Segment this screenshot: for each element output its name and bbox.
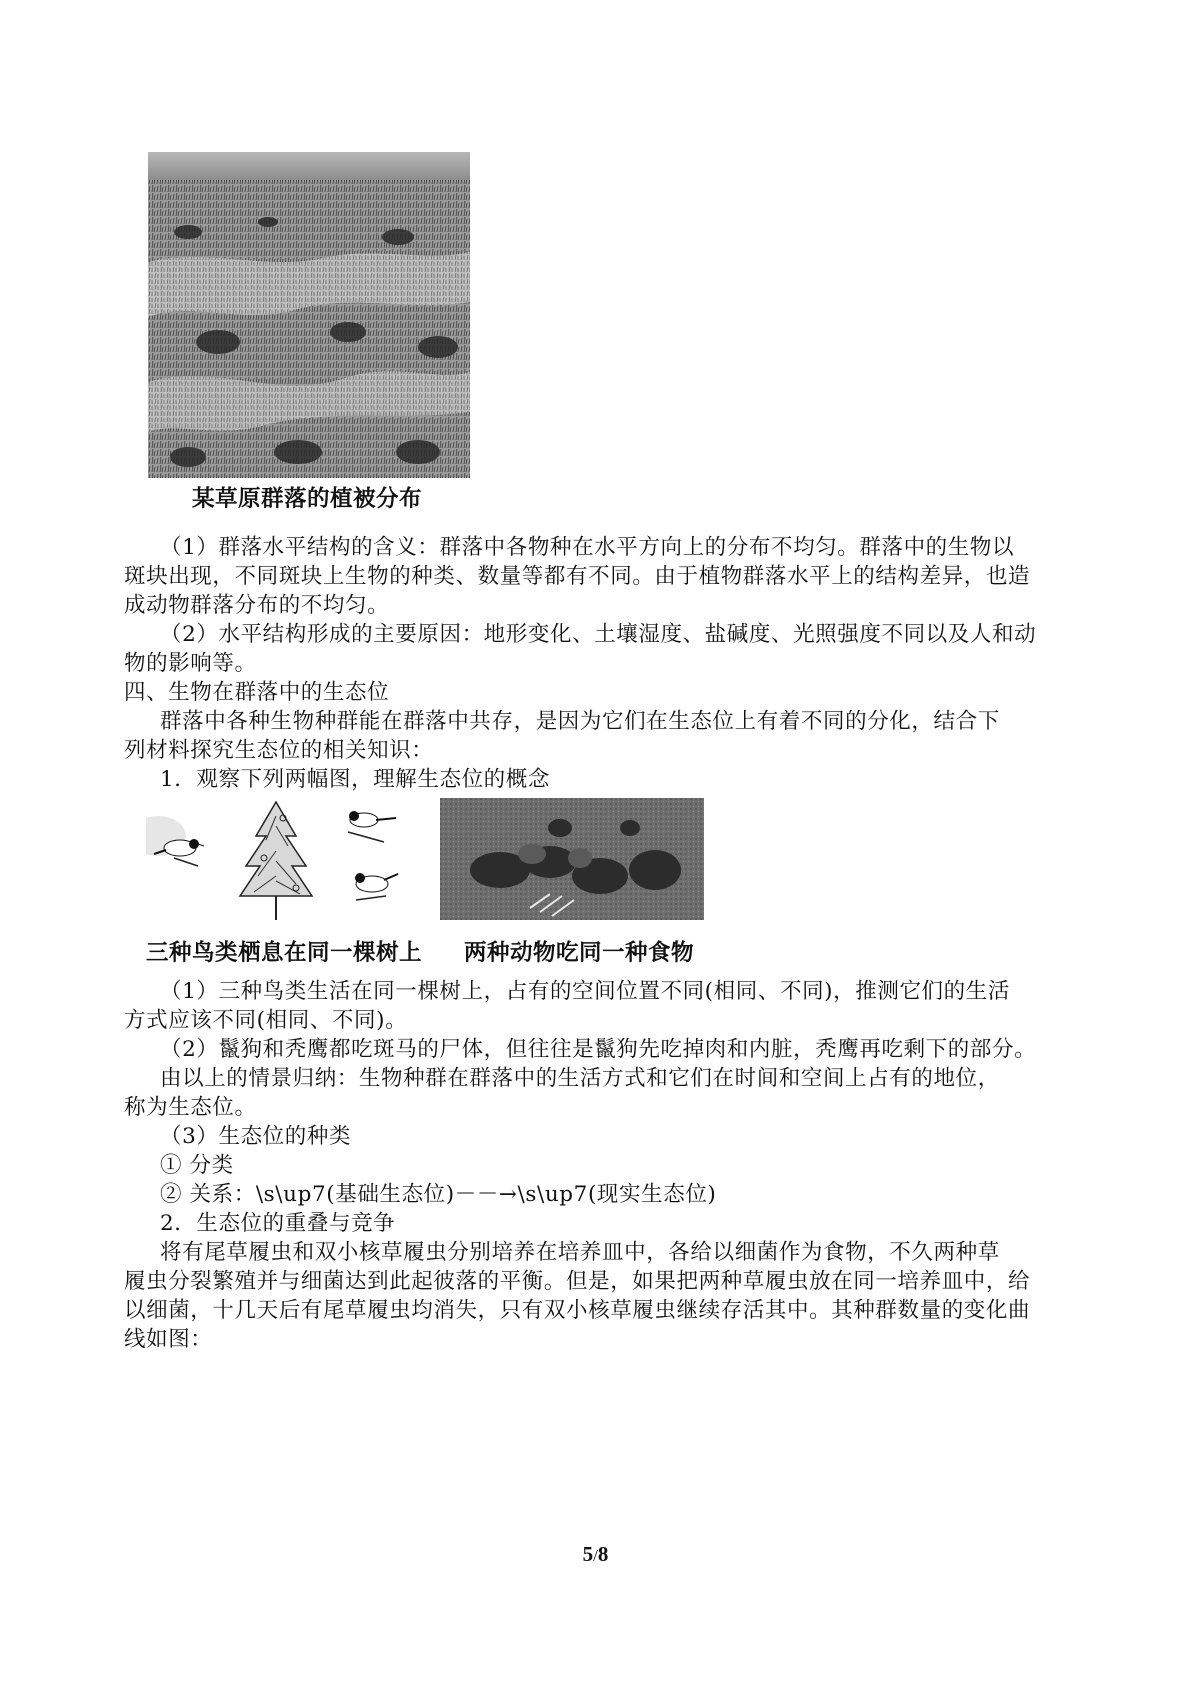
hyenas-vultures-photo [440,798,704,920]
text-line: 斑块出现，不同斑块上生物的种类、数量等都有不同。由于植物群落水平上的结构差异，也造 [124,564,1031,589]
birds-tree-illustration [146,796,432,924]
text-line: （2）鬣狗和秃鹰都吃斑马的尸体，但往往是鬣狗先吃掉肉和内脏，秃鹰再吃剩下的部分。 [160,1037,1037,1062]
grassland-photo [148,152,470,478]
text-line: （1）群落水平结构的含义：群落中各物种在水平方向上的分布不均匀。群落中的生物以 [160,535,1015,560]
section-heading: 2．生态位的重叠与竞争 [160,1211,396,1236]
text-line: 列材料探究生态位的相关知识： [124,738,434,763]
text-line: 由以上的情景归纳：生物种群在群落中的生活方式和它们在时间和空间上占有的地位， [160,1066,1000,1091]
text-line: 称为生态位。 [124,1095,257,1120]
text-line: 将有尾草履虫和双小核草履虫分别培养在培养皿中，各给以细菌作为食物，不久两种草 [160,1240,1000,1265]
page-current: 5 [582,1542,594,1566]
text-line: 方式应该不同(相同、不同)。 [124,1008,408,1033]
figure1-caption: 某草原群落的植被分布 [192,486,423,512]
grassland-photo-svg [148,152,470,478]
figure2-caption-right: 两种动物吃同一种食物 [464,940,695,966]
text-line: 成动物群落分布的不均匀。 [124,593,390,618]
text-line: 1．观察下列两幅图，理解生态位的概念 [160,767,550,792]
text-line: （3）生态位的种类 [160,1124,352,1149]
hyenas-vultures-svg [440,798,704,920]
page-number [0,1542,1191,1567]
text-line: 以细菌，十几天后有尾草履虫均消失，只有双小核草履虫继续存活其中。其种群数量的变化曲 [124,1298,1031,1323]
figure2-caption-left: 三种鸟类栖息在同一棵树上 [146,940,423,966]
text-line: 物的影响等。 [124,651,257,676]
birds-tree-svg [146,796,432,924]
text-line: 群落中各种生物种群能在群落中共存，是因为它们在生态位上有着不同的分化，结合下 [160,709,1000,734]
text-line: （1）三种鸟类生活在同一棵树上，占有的空间位置不同(相同、不同)，推测它们的生活 [160,979,1010,1004]
page-separator: / [593,1546,598,1565]
text-line: ② 关系：\s\up7(基础生态位)－－→\s\up7(现实生态位) [160,1182,717,1207]
text-line: （2）水平结构形成的主要原因：地形变化、土壤湿度、盐碱度、光照强度不同以及人和动 [160,622,1037,647]
text-line: 履虫分裂繁殖并与细菌达到此起彼落的平衡。但是，如果把两种草履虫放在同一培养皿中，给 [124,1269,1031,1294]
section-heading: 四、生物在群落中的生态位 [124,680,390,705]
page-total: 8 [597,1542,609,1566]
text-line: ① 分类 [160,1153,234,1178]
text-line: 线如图： [124,1327,213,1352]
